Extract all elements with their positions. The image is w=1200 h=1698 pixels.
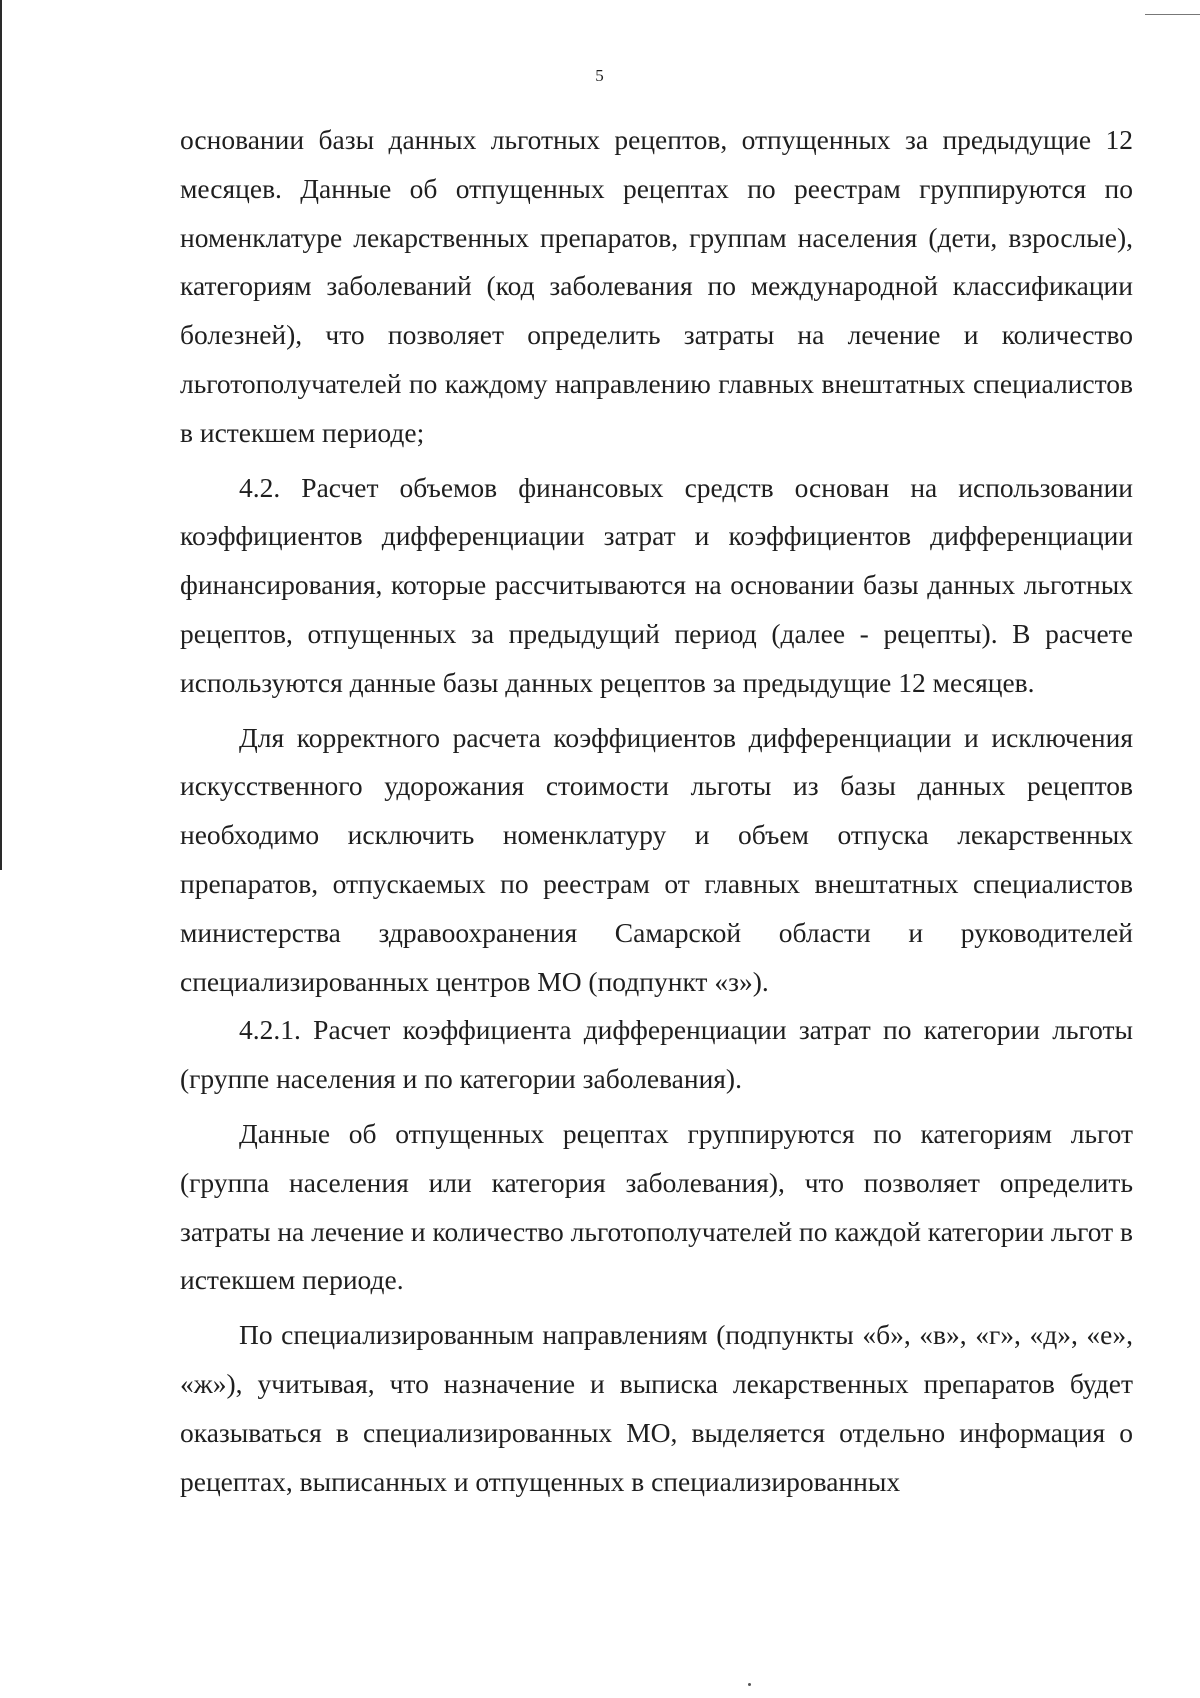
scan-dot: [748, 1683, 751, 1686]
paragraph-specialized: По специализированным направлениям (подпункты «б», «в», «г», «д», «е», «ж»), учитывая, что назначение и выписка лекарственных препаратов будет оказываться в специализированных МО, выделяется отдельно информация о рецептах, выписанных и отпущенных в специализированных: [180, 1319, 1133, 1497]
paragraph-4-2: 4.2. Расчет объемов финансовых средств основан на использовании коэффициентов дифференциации затрат и коэффициентов дифференциации финансирования, которые рассчитываются на основании базы данных льготных рецептов, отпущенных за предыдущий период (далее - рецепты). В расчете используются данные базы данных рецептов за предыдущие 12 месяцев.: [180, 471, 1133, 698]
paragraph-exclusion: Для корректного расчета коэффициентов дифференциации и исключения искусственного удорожания стоимости льготы из базы данных рецептов необходимо исключить номенклатуру и объем отпуска лекарственных препаратов, отпускаемых по реестрам от главных внештатных специалистов министерства здравоохранения Самарской области и руководителей специализированных центров МО (подпункт «з»).: [180, 721, 1133, 997]
paragraph-4-2-1: 4.2.1. Расчет коэффициента дифференциации затрат по категории льготы (группе населения и по категории заболевания).: [180, 1014, 1133, 1095]
document-body: [180, 116, 1133, 1506]
scan-edge-top: [1145, 14, 1200, 15]
paragraph-grouping: Данные об отпущенных рецептах группируются по категориям льгот (группа населения или категория заболевания), что позволяет определить затраты на лечение и количество льготополучателей по каждой категории льгот в истекшем периоде.: [180, 1117, 1133, 1296]
scan-edge-left: [0, 0, 2, 870]
page-number: 5: [595, 66, 605, 85]
paragraph-continuation: основании базы данных льготных рецептов, отпущенных за предыдущие 12 месяцев. Данные об отпущенных рецептах по реестрам группируются по номенклатуре лекарственных препаратов, группам населения (дети, взрослые), категориям заболеваний (код заболевания по международной классификации болезней), что позволяет определить затраты на лечение и количество льготополучателей по каждому направлению главных внештатных специалистов в истекшем периоде;: [180, 124, 1133, 448]
